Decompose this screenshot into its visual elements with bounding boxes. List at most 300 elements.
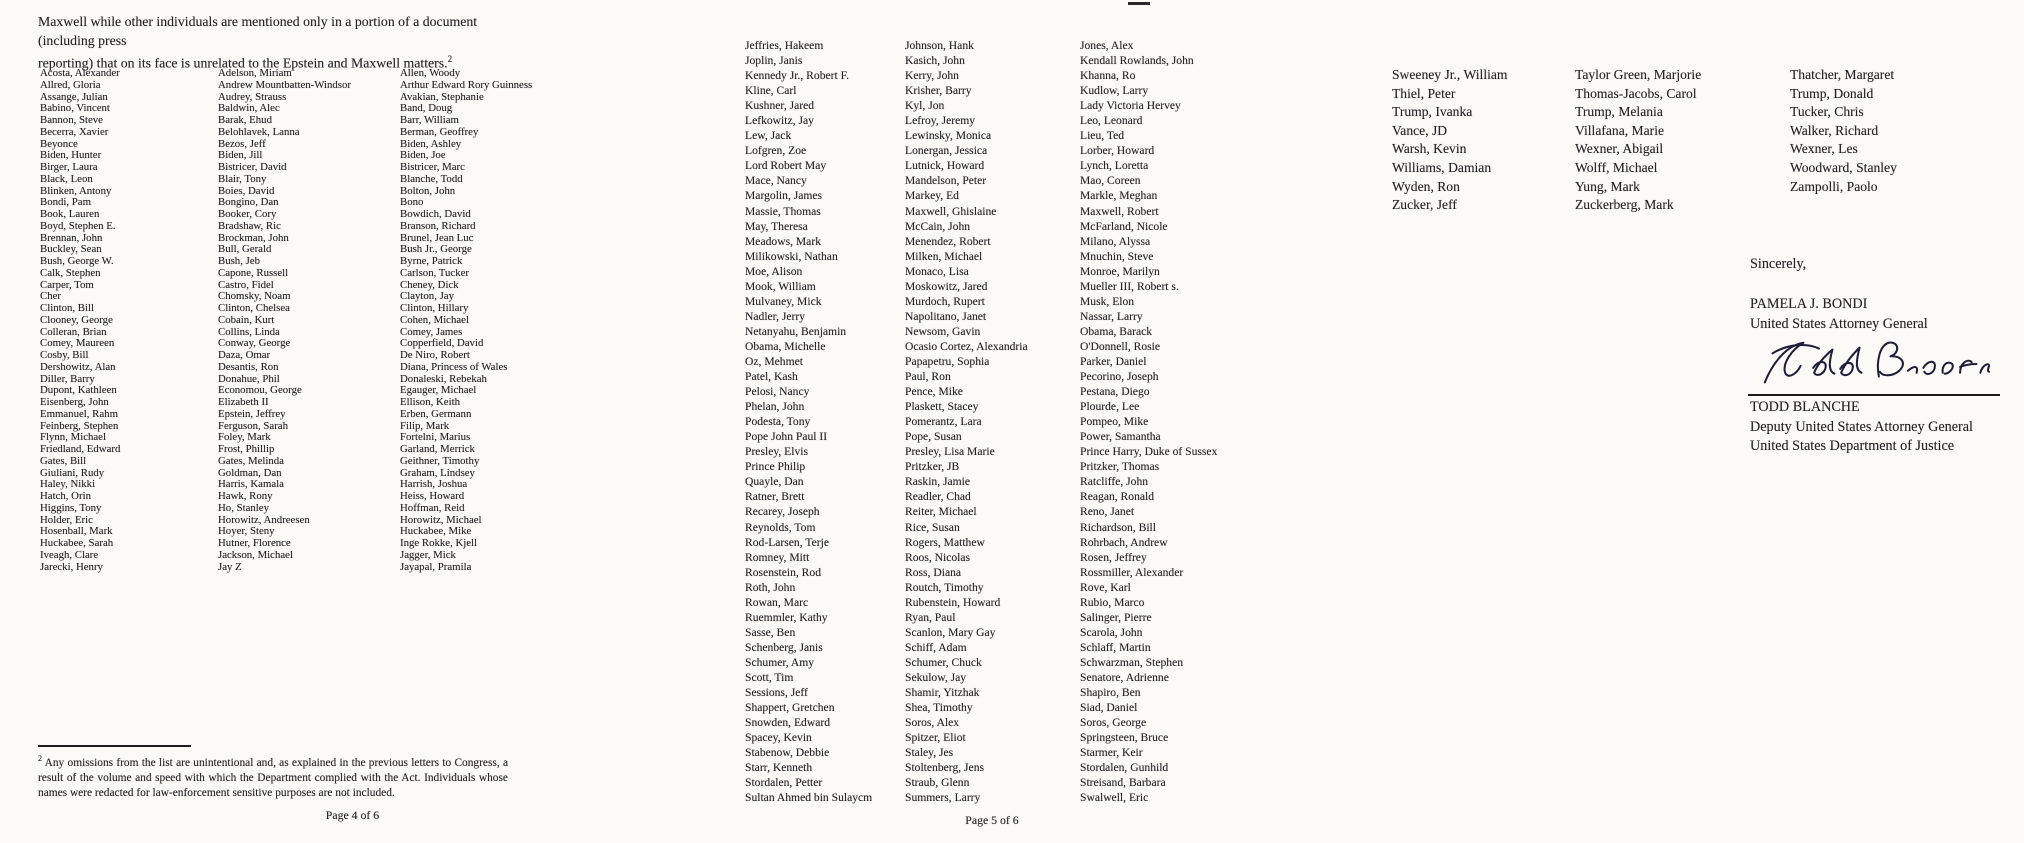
list-item: Lofgren, Zoe <box>745 144 807 158</box>
list-item: Pomerantz, Lara <box>905 415 982 429</box>
list-item: Cohen, Michael <box>400 313 469 326</box>
list-item: Jackson, Michael <box>218 548 293 561</box>
list-item: Mueller III, Robert s. <box>1080 279 1179 293</box>
list-item: Yung, Mark <box>1575 178 1640 194</box>
list-item: Graham, Lindsey <box>400 466 475 479</box>
list-item: Eisenberg, John <box>40 396 109 408</box>
list-item: Holder, Eric <box>40 513 93 526</box>
list-item: Wexner, Les <box>1790 141 1858 157</box>
list-item: Summers, Larry <box>905 791 981 805</box>
list-item: Thomas-Jacobs, Carol <box>1575 85 1697 101</box>
list-item: Lew, Jack <box>745 129 792 143</box>
list-item: Spitzer, Eliot <box>905 731 966 745</box>
list-item: Allred, Gloria <box>40 78 101 91</box>
list-item: Schumer, Amy <box>745 655 815 669</box>
list-item: Ferguson, Sarah <box>218 419 288 432</box>
page4-name-column-2 <box>218 68 351 573</box>
footnote-marker: 2 <box>38 754 42 763</box>
list-item: Rosenstein, Rod <box>745 565 822 579</box>
list-item: Colleran, Brian <box>40 325 107 338</box>
list-item: Zucker, Jeff <box>1392 197 1457 213</box>
list-item: Margolin, James <box>745 189 823 203</box>
list-item: Adelson, Miriam <box>218 67 292 79</box>
list-item: Rowan, Marc <box>745 595 809 609</box>
list-item: Thatcher, Margaret <box>1790 67 1895 82</box>
footnote-separator-rule <box>38 745 191 747</box>
list-item: Economou, George <box>218 384 302 397</box>
list-item: Hutner, Florence <box>218 537 291 549</box>
list-item: Schenberg, Janis <box>745 640 823 654</box>
intro-paragraph <box>38 13 516 73</box>
list-item: Blair, Tony <box>218 172 267 185</box>
list-item: Reno, Janet <box>1080 505 1135 519</box>
list-item: Jarecki, Henry <box>40 560 103 573</box>
list-item: Routch, Timothy <box>905 580 984 594</box>
list-item: Jeffries, Hakeem <box>745 39 824 52</box>
list-item: Jay Z <box>218 560 242 573</box>
list-item: Assange, Julian <box>40 90 108 103</box>
list-item: Starmer, Keir <box>1080 746 1143 760</box>
list-item: Parker, Daniel <box>1080 354 1147 368</box>
list-item: Cheney, Dick <box>400 278 459 291</box>
list-item: Erben, Germann <box>400 407 472 420</box>
list-item: Clayton, Jay <box>400 290 454 303</box>
list-item: Presley, Lisa Marie <box>905 445 995 459</box>
list-item: Springsteen, Bruce <box>1080 731 1169 745</box>
list-item: Frost, Phillip <box>218 443 275 455</box>
list-item: Emmanuel, Rahm <box>40 407 118 420</box>
list-item: Pelosi, Nancy <box>745 385 810 399</box>
list-item: Kasich, John <box>905 54 965 68</box>
list-item: Horowitz, Michael <box>400 513 482 526</box>
list-item: Podesta, Tony <box>745 415 811 429</box>
intro-line-2: reporting) that on its face is unrelated to the Epstein and Maxwell matters. <box>38 55 448 71</box>
list-item: Huckabee, Sarah <box>40 537 114 549</box>
list-item: Hatch, Orin <box>40 490 91 502</box>
list-item: Hosenball, Mark <box>40 525 113 538</box>
list-item: Scanlon, Mary Gay <box>905 625 996 639</box>
list-item: Bondi, Pam <box>40 196 91 209</box>
list-item: O'Donnell, Rosie <box>1080 339 1161 353</box>
list-item: Staley, Jes <box>905 746 954 760</box>
footnote-body: Any omissions from the list are unintentional and, as explained in the previous letters to Congress, a result of the volume and speed with which the Department complied with the Act. Individuals whose names were redacted for law-enforcement sensitive purposes are not included. <box>38 756 509 799</box>
list-item: Bezos, Jeff <box>218 137 266 150</box>
list-item: Scott, Tim <box>745 670 794 684</box>
list-item: Pope, Susan <box>905 430 962 444</box>
list-item: Kudlow, Larry <box>1080 84 1149 98</box>
list-item: Chomsky, Noam <box>218 290 291 303</box>
list-item: Inge Rokke, Kjell <box>400 537 478 549</box>
list-item: Geithner, Timothy <box>400 454 480 467</box>
list-item: Book, Lauren <box>40 208 100 220</box>
list-item: Moskowitz, Jared <box>905 279 988 293</box>
list-item: Babino, Vincent <box>40 102 110 115</box>
list-item: Rubenstein, Howard <box>905 595 1001 609</box>
list-item: Sekulow, Jay <box>905 670 967 684</box>
list-item: Jayapal, Pramila <box>400 560 472 573</box>
list-item: Barak, Ehud <box>218 114 272 126</box>
list-item: Rod-Larsen, Terje <box>745 535 829 549</box>
list-item: Papapetru, Sophia <box>905 354 990 368</box>
list-item: Paul, Ron <box>905 370 951 384</box>
list-item: Johnson, Hank <box>905 39 974 52</box>
list-item: Bistricer, David <box>218 161 287 173</box>
page4-footer: Page 4 of 6 <box>325 808 380 822</box>
list-item: Rubio, Marco <box>1080 595 1145 609</box>
list-item: Bush, Jeb <box>218 255 260 267</box>
intro-line-1: Maxwell while other individuals are mentioned only in a portion of a document (including press <box>38 14 478 48</box>
list-item: Rosen, Jeffrey <box>1080 550 1147 564</box>
list-item: Blinken, Antony <box>40 184 112 197</box>
list-item: Oz, Mehmet <box>745 354 803 368</box>
list-item: Cher <box>40 290 61 303</box>
list-item: Bolton, John <box>400 184 456 197</box>
list-item: Murdoch, Rupert <box>905 294 985 308</box>
list-item: Daza, Omar <box>218 349 271 361</box>
list-item: Beyonce <box>40 137 78 150</box>
list-item: Black, Leon <box>40 172 93 185</box>
list-item: Trump, Ivanka <box>1392 104 1473 120</box>
list-item: Maxwell, Robert <box>1080 204 1159 218</box>
list-item: Lonergan, Jessica <box>905 144 988 158</box>
list-item: Egauger, Michael <box>400 384 477 397</box>
list-item: Kyl, Jon <box>905 99 945 113</box>
list-item: Foley, Mark <box>218 431 271 444</box>
list-item: Lieu, Ted <box>1080 129 1125 143</box>
list-item: Hawk, Rony <box>218 490 273 502</box>
list-item: Buckley, Sean <box>40 243 102 256</box>
list-item: Mace, Nancy <box>745 174 807 188</box>
list-item: Harris, Kamala <box>218 478 284 491</box>
list-item: Rogers, Matthew <box>905 535 985 549</box>
list-item: May, Theresa <box>745 219 808 233</box>
list-item: Kline, Carl <box>745 84 797 98</box>
list-item: Moe, Alison <box>745 264 803 278</box>
list-item: Kushner, Jared <box>745 99 815 113</box>
list-item: Wolff, Michael <box>1575 159 1658 175</box>
list-item: Lord Robert May <box>745 159 827 173</box>
list-item: Milken, Michael <box>905 249 983 263</box>
list-item: Shamir, Yitzhak <box>905 686 980 700</box>
list-item: Ruemmler, Kathy <box>745 610 828 624</box>
list-item: Napolitano, Janet <box>905 309 987 323</box>
list-item: Milikowski, Nathan <box>745 249 838 263</box>
list-item: Sasse, Ben <box>745 625 796 639</box>
list-item: Leo, Leonard <box>1080 114 1143 128</box>
list-item: Mulvaney, Mick <box>745 294 822 308</box>
list-item: Gates, Melinda <box>218 454 284 467</box>
list-item: De Niro, Robert <box>400 349 470 361</box>
list-item: Ross, Diana <box>905 565 962 579</box>
list-item: Carlson, Tucker <box>400 266 469 279</box>
list-item: Biden, Joe <box>400 149 446 162</box>
list-item: Feinberg, Stephen <box>40 419 119 432</box>
list-item: Shapiro, Ben <box>1080 686 1141 700</box>
salutation: Sincerely, <box>1750 256 1807 272</box>
list-item: Lynch, Loretta <box>1080 159 1149 173</box>
list-item: Monaco, Lisa <box>905 264 969 278</box>
list-item: Dershowitz, Alan <box>40 360 116 373</box>
list-item: Snowden, Edward <box>745 716 831 730</box>
list-item: Shappert, Gretchen <box>745 701 835 715</box>
list-item: Filip, Mark <box>400 419 450 432</box>
list-item: Stoltenberg, Jens <box>905 761 985 775</box>
page5-top-name-column-2 <box>1575 66 1701 215</box>
list-item: Menendez, Robert <box>905 234 991 248</box>
list-item: Epstein, Jeffrey <box>218 407 286 420</box>
list-item: Phelan, John <box>745 400 805 414</box>
list-item: Obama, Michelle <box>745 339 826 353</box>
list-item: Acosta, Alexander <box>40 67 120 79</box>
list-item: Warsh, Kevin <box>1392 141 1467 157</box>
list-item: Harrish, Joshua <box>400 478 468 491</box>
list-item: Cobain, Kurt <box>218 313 275 326</box>
list-item: Band, Doug <box>400 102 453 115</box>
list-item: Giuliani, Rudy <box>40 466 105 479</box>
list-item: Krisher, Barry <box>905 84 972 98</box>
list-item: Berman, Geoffrey <box>400 125 479 138</box>
list-item: Friedland, Edward <box>40 443 121 455</box>
list-item: Donaleski, Rebekah <box>400 372 487 385</box>
list-item: Streisand, Barbara <box>1080 776 1166 790</box>
list-item: Reagan, Ronald <box>1080 490 1155 504</box>
list-item: Mandelson, Peter <box>905 174 987 188</box>
list-item: Reynolds, Tom <box>745 520 816 534</box>
page5-name-column-1 <box>745 38 872 805</box>
list-item: Thiel, Peter <box>1392 85 1456 101</box>
list-item: Clinton, Hillary <box>400 302 469 314</box>
list-item: Biden, Jill <box>218 149 263 162</box>
list-item: Starr, Kenneth <box>745 761 813 775</box>
list-item: Boyd, Stephen E. <box>40 219 116 232</box>
list-item: Elizabeth II <box>218 396 269 408</box>
list-item: Monroe, Marilyn <box>1080 264 1160 278</box>
list-item: Bradshaw, Ric <box>218 219 281 232</box>
list-item: Richardson, Bill <box>1080 520 1156 534</box>
list-item: Horowitz, Andreesen <box>218 513 310 526</box>
list-item: Castro, Fidel <box>218 278 274 291</box>
list-item: Musk, Elon <box>1080 294 1135 308</box>
list-item: Booker, Cory <box>218 208 277 220</box>
list-item: Pompeo, Mike <box>1080 415 1149 429</box>
list-item: Branson, Richard <box>400 219 476 232</box>
list-item: Mnuchin, Steve <box>1080 249 1154 263</box>
list-item: Quayle, Dan <box>745 475 804 489</box>
list-item: Goldman, Dan <box>218 466 282 479</box>
list-item: Swalwell, Eric <box>1080 791 1149 805</box>
page5-top-name-column-3 <box>1790 66 1897 196</box>
list-item: Kendall Rowlands, John <box>1080 54 1194 68</box>
list-item: Ryan, Paul <box>905 610 956 624</box>
list-item: Ratner, Brett <box>745 490 805 504</box>
list-item: Straub, Glenn <box>905 776 970 790</box>
list-item: Plaskett, Stacey <box>905 400 979 414</box>
list-item: Rice, Susan <box>905 520 960 534</box>
page5-name-column-3 <box>1080 38 1217 805</box>
list-item: Cosby, Bill <box>40 349 89 361</box>
list-item: Clooney, George <box>40 313 113 326</box>
signature-line <box>1748 394 2000 396</box>
list-item: Massie, Thomas <box>745 204 821 218</box>
list-item: Clinton, Chelsea <box>218 302 290 314</box>
list-item: Lefkowitz, Jay <box>745 114 814 128</box>
signer1-title: United States Attorney General <box>1750 316 1928 332</box>
list-item: Allen, Woody <box>400 67 461 79</box>
list-item: Haley, Nikki <box>40 478 96 491</box>
list-item: Biden, Ashley <box>400 137 462 150</box>
list-item: Bannon, Steve <box>40 114 103 126</box>
list-item: Walker, Richard <box>1790 122 1879 138</box>
list-item: Nadler, Jerry <box>745 309 806 323</box>
list-item: Shea, Timothy <box>905 701 973 715</box>
list-item: Prince Philip <box>745 460 806 474</box>
signer2-title: Deputy United States Attorney General <box>1750 419 1974 435</box>
list-item: Markey, Ed <box>905 189 959 203</box>
list-item: Pestana, Diego <box>1080 385 1150 399</box>
page5-top-name-column-1 <box>1392 66 1508 215</box>
list-item: Desantis, Ron <box>218 360 279 373</box>
list-item: Patel, Kash <box>745 370 798 384</box>
list-item: Markle, Meghan <box>1080 189 1158 203</box>
list-item: Huckabee, Mike <box>400 525 472 538</box>
list-item: Obama, Barack <box>1080 324 1153 338</box>
list-item: Spacey, Kevin <box>745 731 812 745</box>
list-item: Gates, Bill <box>40 454 87 467</box>
list-item: Lefroy, Jeremy <box>905 114 976 128</box>
list-item: Dupont, Kathleen <box>40 384 117 397</box>
list-item: Khanna, Ro <box>1080 69 1136 83</box>
list-item: Copperfield, David <box>400 337 484 350</box>
list-item: Bongino, Dan <box>218 196 279 209</box>
list-item: Pope John Paul II <box>745 430 828 444</box>
list-item: Soros, Alex <box>905 716 960 730</box>
list-item: Schlaff, Martin <box>1080 640 1151 654</box>
handwritten-signature <box>1756 336 1994 394</box>
list-item: Avakian, Stephanie <box>400 90 484 103</box>
list-item: Brockman, John <box>218 231 289 244</box>
list-item: Roth, John <box>745 580 796 594</box>
list-item: Siad, Daniel <box>1080 701 1138 715</box>
list-item: Trump, Donald <box>1790 85 1874 101</box>
list-item: Brennan, John <box>40 231 103 244</box>
list-item: Zampolli, Paolo <box>1790 178 1878 194</box>
list-item: Higgins, Tony <box>40 501 102 514</box>
list-item: Joplin, Janis <box>745 54 803 68</box>
list-item: Rohrbach, Andrew <box>1080 535 1168 549</box>
list-item: Donahue, Phil <box>218 372 280 385</box>
list-item: Schiff, Adam <box>905 640 967 654</box>
list-item: Senatore, Adrienne <box>1080 670 1169 684</box>
list-item: Andrew Mountbatten-Windsor <box>218 78 351 91</box>
list-item: Capone, Russell <box>218 266 289 279</box>
list-item: Clinton, Bill <box>40 302 94 314</box>
list-item: Comey, Maureen <box>40 337 115 350</box>
list-item: Ellison, Keith <box>400 396 460 408</box>
list-item: McFarland, Nicole <box>1080 219 1168 233</box>
list-item: Biden, Hunter <box>40 149 102 162</box>
list-item: Lorber, Howard <box>1080 144 1155 158</box>
list-item: Rossmiller, Alexander <box>1080 565 1184 579</box>
list-item: Collins, Linda <box>218 325 280 338</box>
list-item: Kennedy Jr., Robert F. <box>745 69 850 83</box>
list-item: Pence, Mike <box>905 385 963 399</box>
list-item: Tucker, Chris <box>1790 104 1864 120</box>
list-item: Stabenow, Debbie <box>745 746 830 760</box>
list-item: Trump, Melania <box>1575 104 1663 120</box>
page5-name-column-2 <box>905 38 1028 805</box>
list-item: Roos, Nicolas <box>905 550 971 564</box>
list-item: Bush, George W. <box>40 255 114 267</box>
list-item: Byrne, Patrick <box>400 255 463 267</box>
list-item: Maxwell, Ghislaine <box>905 204 997 218</box>
list-item: Belohlavek, Lanna <box>218 125 300 138</box>
list-item: Wexner, Abigail <box>1575 141 1664 157</box>
list-item: Stordalen, Gunhild <box>1080 761 1169 775</box>
list-item: Becerra, Xavier <box>40 125 109 138</box>
list-item: Barr, William <box>400 114 459 126</box>
list-item: Lady Victoria Hervey <box>1080 99 1181 113</box>
list-item: Bull, Gerald <box>218 243 272 256</box>
list-item: Sultan Ahmed bin Sulaycm <box>745 791 873 805</box>
page5-footer: Page 5 of 6 <box>965 813 1019 827</box>
signer2-name: TODD BLANCHE <box>1750 399 1860 415</box>
list-item: Soros, George <box>1080 716 1147 730</box>
list-item: Pritzker, Thomas <box>1080 460 1160 474</box>
list-item: Carper, Tom <box>40 278 94 291</box>
list-item: Salinger, Pierre <box>1080 610 1152 624</box>
list-item: Blanche, Todd <box>400 172 463 185</box>
list-item: Brunel, Jean Luc <box>400 231 474 244</box>
list-item: Jones, Alex <box>1080 39 1134 52</box>
signer2-organization: United States Department of Justice <box>1750 438 1955 454</box>
list-item: Woodward, Stanley <box>1790 159 1897 175</box>
list-item: Bono <box>400 196 424 209</box>
list-item: Ho, Stanley <box>218 501 269 514</box>
list-item: Comey, James <box>400 325 463 338</box>
list-item: Zuckerberg, Mark <box>1575 197 1674 213</box>
list-item: Prince Harry, Duke of Sussex <box>1080 445 1218 459</box>
list-item: Arthur Edward Rory Guinness <box>400 78 533 91</box>
list-item: Bistricer, Marc <box>400 161 465 173</box>
list-item: Plourde, Lee <box>1080 400 1140 414</box>
list-item: Williams, Damian <box>1392 159 1492 175</box>
list-item: Ocasio Cortez, Alexandria <box>905 339 1028 353</box>
list-item: Kerry, John <box>905 69 959 83</box>
page4-name-column-1 <box>40 68 120 573</box>
list-item: Rove, Karl <box>1080 580 1131 594</box>
list-item: Diana, Princess of Wales <box>400 360 508 373</box>
list-item: Garland, Merrick <box>400 443 475 455</box>
list-item: Mook, William <box>745 279 816 293</box>
footnote-text <box>38 751 508 801</box>
list-item: Meadows, Mark <box>745 234 821 248</box>
list-item: Romney, Mitt <box>745 550 810 564</box>
list-item: Sessions, Jeff <box>745 686 808 700</box>
list-item: Heiss, Howard <box>400 490 465 502</box>
footnote-reference: 2 <box>447 54 453 64</box>
list-item: Newsom, Gavin <box>905 324 981 338</box>
list-item: Ratcliffe, John <box>1080 475 1149 489</box>
list-item: Lewinsky, Monica <box>905 129 992 143</box>
list-item: Nassar, Larry <box>1080 309 1143 323</box>
list-item: Audrey, Strauss <box>218 90 287 103</box>
scan-artifact <box>1128 2 1150 5</box>
list-item: Vance, JD <box>1392 122 1448 138</box>
list-item: Sweeney Jr., William <box>1392 67 1508 82</box>
list-item: Wyden, Ron <box>1392 178 1460 194</box>
list-item: Flynn, Michael <box>40 431 106 444</box>
signer1-name: PAMELA J. BONDI <box>1750 296 1868 312</box>
